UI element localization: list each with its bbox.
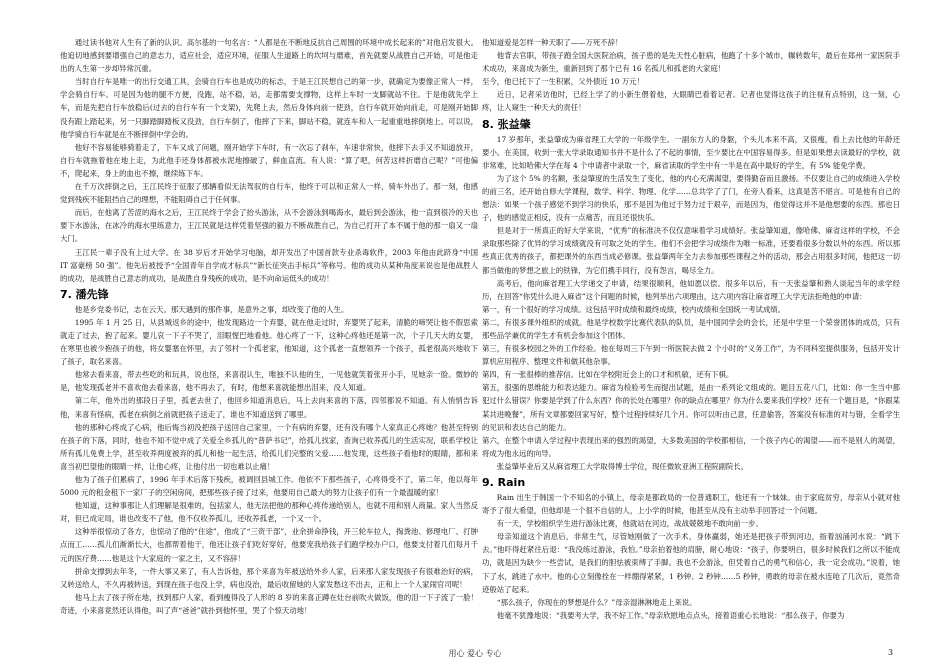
paragraph: 母亲知道这个消息后，非常生气，尽管她刚做了一次手术，身体赢弱，她还是把孩子带到河边，指着汹涌河水说：“跳下去。”他吓得赶紧往后退：“我没练过游泳，我怕。”母亲拍着他的肩膀，耐心地说：“孩子，你要明白，很多时候我们之所以不能成功，就是因为缺少一些尝试，是我们的胆怯被束缚了手脚。我也不会游泳，但凭着自己的勇气和信心，我一定会成功。”说着，她下了水，跳进了水中。他的心立刻像拴在一样绷得紧紧，1 秒钟、2 秒钟……5 秒钟，勇敢的母亲在被水连呛了几次后，竟然奇迹般站了起来。 bbox=[482, 532, 900, 594]
paragraph: 而后，在他离了苦涩的海水之后，王江民终于学会了抬头游泳，从不会游泳到喝海水，最后到会游泳，他一直到很冷的天也要下水游泳，在冰冷的海水里练意力，王江民就是这样凭着坚强的毅力不断战胜自己，为自己打开了本不属于他的那一扇又一扇大门。 bbox=[60, 208, 478, 244]
list-item: 第四，有一张很棒的推荐信。比如在学校附近会上的口才和机敏，还有下棋。 bbox=[482, 370, 734, 380]
list-item: 第五，很强的思维能力和表达能力。麻省为检验考生而提出试题，是由一系列论文组成的。题目五花八门，比如：你一生当中都犯过什么错误？你要是学到了什么东西？你的长处在哪里？你的缺点在哪里？你为什么要来我们学校？还有一个题目是，“你跟某某共进晚餐”，所有文章都要回家写好，整个过程持续好几个月。你可以听由己意，任意偷答，答案没有标准的对与错，全看学生的见识和表达自己的能力。 bbox=[482, 383, 900, 432]
paragraph: 他知道，这种事那让人们理解是很难的，包括家人，他无法把他的那种心疼传递给别人，也就不用和别人商量。家人当然反对，但已成定局，谁也改变不了他，他不仅收养孤儿，还收养孤老，一个又一个。 bbox=[60, 501, 478, 524]
list-item: 第三，有很多校园之外的工作经验。他在每周三下午到一所医院去做 2 个小时的“义务工作”，为不同科室提供服务，包括开发计算机应用程序、整理文件和做其他杂事。 bbox=[482, 344, 900, 367]
paragraph: “那么孩子，你现在的梦想是什么？”母亲湿淋淋地走上来说。 bbox=[496, 597, 697, 607]
list-item: 第二，有很多课外组织的成就。他是学校数学比赛代表队的队员，是中国同学会的会长，还是中学里一个荣誉团体的成员，只有那些品学兼优的学生才有机会参加这个团体。 bbox=[482, 317, 900, 340]
paragraph: 近日，记者采访他时，已经上学了的小新生偎着他，大眼睛巴看着记者。记者也觉得这孩子的注视有点特别，这一刻，心疼，让人窥生一种天大的责任！ bbox=[482, 90, 900, 113]
page-footer: 用心 爱心 专心 bbox=[448, 649, 502, 658]
left-column bbox=[60, 36, 478, 617]
paragraph: 至今，他已托下了一生积累，父外债近 10 万元！ bbox=[482, 77, 644, 87]
paragraph: 他是乡党委书记，志在云天。那天遇到的那件事，是意外之事，却改变了他的人生。 bbox=[74, 304, 349, 314]
paragraph: 这种举很惊动了各方，也惊动了他的“住途”，他成了“三资干部”，业余拼命挣钱，开三轮车拉人，掏粪池、修理电厂、打肿点而工……孤儿们渐渐长大，也都帮着他干，他还让孩子们吃好穿好，他要宠我给孩子们跑学校办户口，他要支付着几们每月千元的医疗费……他是这个大家庭的一家之主，又不容辞！ bbox=[60, 527, 478, 563]
paragraph: 王江民一辈子没有上过大学。在 38 岁后才开始学习电脑，却开发出了中国首款专业杀毒软件，2003 年他由此跻身“中国 IT 富豪榜 50 强”。他先后被授予“全国青年自学成才标兵”“新长征突击手标兵”等称号。他的成功从某种角度来说也是他战胜人的成功，是战胜自己意志的成功，是战胜自身残疾的成功，是不向命运低头的成功！ bbox=[60, 247, 478, 283]
paragraph: 但是对于一所真正的好大学来说，“优秀”的标准决不仅仅意味着学习成绩好。张益肇知道，像哈佛、麻省这样的学校，不会录取那些除了优异的学习成绩就没有可取之处的学生。他们不会把学习成绩作为唯一标准，还要看很多分数以外的东西。所以那些真正优秀的孩子，都把课外的东西当成必修课。张益肇两年全力去参加那些课程之外的活动，那会占用很多时间，他把这一切都当做他的梦想之旅上的铁锋，为它们携手同行，没有怨言，喝尽全力。 bbox=[482, 226, 900, 275]
paragraph: 他背去官职，带孩子跑全国大医院治病，孩子患的是先天性心脏病，他跑了十多个城市，辗转数年，最后在郑州一家医院手术成功，来喜成为新生，重新回到了那个已有 16 名孤儿和孤老的大家庭！ bbox=[482, 51, 900, 74]
paragraph: 第二年，他外出的那段日子里，孤老去世了，他回乡知道消息后，马上去向来喜的下落，四邻都说不知道。有人悄悄告诉他，来喜有怪病，孤老在病倒之前就把孩子送走了，谁也不知道送到了哪里。 bbox=[60, 396, 478, 419]
paragraph: 当时自行车是唯一的出行交通工具，会骑自行车也是成功的标志，于是王江民想自己的第一步，就确定为要像正常人一样，学会骑自行车。可是因为他的腿不方便，没跑，站不稳，站，走都需要支撑物，这样上车时一支脚就站不住。于是他就先学上车，而是先把自行车放稳后(过去的自行车有一个支架)，先爬上去，然后身体向前一使劲，自行车就开始向前走，可是刚开始脚没有跟上踏起来，另一只脚踏脚踏板又没劲，自行车倒了，他摔了下来，脚站不稳，就连车和人一起重重地摔倒地上。可以说，他学骑自行车就是在不断摔倒中学会的。 bbox=[60, 77, 478, 139]
paragraph: 张益肇毕业后又从麻省理工大学取得博士学位，现任微软亚洲工程院副院长。 bbox=[496, 461, 749, 471]
paragraph: 他常去看来喜，带去些吃的和玩具，说也怪，来喜很认生，唯独不认他的生，一见他就笑着张开小手，见她亲一脸。微妙的是，他发现孤老并不喜欢他去看来喜，他不再去了，有时，他想来喜就能想出泪来，没人知道。 bbox=[60, 370, 478, 393]
paragraph: 拼命支撑到去年冬，一件大事又来了，有人告诉他，那个来喜为年被送给外乡人家，后来那人家发现孩子有很难治好的病，又转送给人，不久再被转送，到现在孩子也没上学，病也没治，最后收留她的人家发愁这不出去，正和上一个人家闹官司呢！ bbox=[60, 566, 478, 589]
paragraph: 在千万次摔倒之后，王江民终于征服了那辆看似无法驾驭的自行车，他终于可以和正常人一样，骑车外出了。那一刻，他感觉到残疾不能阻挡自己的理想，不能阻碍自己于任何事。 bbox=[60, 182, 478, 205]
list-item: 第六，在整个申请入学过程中表现出来的强烈的渴望，大多数美国的学校都相信，一个孩子内心的渴望——而不是别人的渴望，将成为他永远的向导。 bbox=[482, 435, 900, 458]
list-item: 第一，有一个很好的学习成绩。这包括平时成绩和最终成绩，校内成绩和全国统一考试成绩。 bbox=[482, 304, 786, 314]
page-number: 3 bbox=[888, 648, 894, 657]
paragraph: 他为了孩子们累病了，1996 年手术后落下残疾，被调回县城工作。他依不下那些孩子，心疼得受不了，第二年，他以每年 5000 元的租金租下一家厂子的空闲房间，把那些孩子接了过来，他要用自己最大的努力让孩子们有一个最温暖的家！ bbox=[60, 475, 478, 498]
paragraph: 1995 年 1 月 25 日，从县城返乡的途中，他发现路边一个弃婴，就在他走过时，弃婴哭了起来，清脆的啼哭让他不假思索就走了过去，抱了起来。婴儿哀一下子不哭了，泪眼惺巴地看他。他心疼了一下，这种心疼他还是第一次，个子几天大的女婴，在寒里也被少抱孩子的他，将女婴塞在怀里，去了邻村一个孤老家，他知道，这个孤老一直想领养一个孩子，孤老很高兴地收下了孩子，取名来喜。 bbox=[60, 317, 478, 367]
section-heading-9: 9. Rain bbox=[482, 476, 526, 489]
section-heading-8: 8. 张益肇 bbox=[482, 117, 531, 131]
paragraph: 他好不容易能够骑着走了，下车又成了问题，刚开始学下车时，有一次忘了刹车，车速非常快，他摔下去手又不知道放开，自行车就拖着他在地上走，为此他手还身体都被水泥地擦破了，鲜血直流。有人说：“算了吧，何苦这样折磨自己呢？”可他偏不，爬起来，身上的血也不擦，继续练下车。 bbox=[60, 142, 478, 178]
paragraph: 他知道爱是怎样一种天职了——万死不辞！ bbox=[482, 38, 623, 47]
paragraph: 17 岁那年，张益肇成为麻省理工大学的一年级学生。一副东方人的身躯，个头儿本来不高，又很瘦，看上去比他的年龄还要小。在美国，收到一张大学录取通知书并不是什么了不起的事情，至少要比在中国容易得多。但是如果想去读最好的学校，就非常难，比如哈佛大学在每 4 个申请者中录取一个，麻省读取的学生中有一半是在高中最好的学生，有 5% 能免学费。 bbox=[482, 134, 900, 170]
right-column bbox=[482, 36, 900, 622]
paragraph: 他马上去了孩子所在地，找到那户人家，看到瘦得没了人形的 8 岁的来喜正蹲在灶台前吹火做饭，他的泪一下子流了一脸！奇迹，小来喜竟然还认得他，叫了声“爸爸”就扑到他怀里，哭了个惊天动地！ bbox=[60, 592, 478, 615]
paragraph: 有一天，学校组织学生进行游泳比赛，他就站在河边，战战兢兢地不敢向前一步。 bbox=[496, 519, 763, 529]
section-heading-7: 7. 潘先锋 bbox=[60, 287, 109, 301]
paragraph: 他毫不犹豫地说：“我要考大学，我不好工作。”母亲欣慰地点点头，接着语重心长地说：“那么孩子，你要为 bbox=[496, 610, 845, 620]
paragraph: 他的那种心疼成了心病，他后悔当初没把孩子送回自己家里，一个有病的弃婴，还有没有哪个人家真正心疼她？他甚至特别在孩子的下落，同时，他也不知不觉中成了关爱全乡孤儿的“普萨书记”，给孤儿找家，查询已收养孤儿的生活实况，联系学校让所有孤儿免费上学，甚至收养两度被弃的孤儿和他一起生活，给孤儿们完整的父爱……他发现，这些孩子看他时的眼睛，都和来喜当初巴望他的眼睛一样，让他心疼，让他付出一切也难以止痛！ bbox=[60, 422, 478, 471]
paragraph: Rain 出生于韩国一个不知名的小镇上，母亲是都政局的一位普通职工，他还有一个妹妹。由于家庭贫穷，母亲从小就对他寄予了很大希望，但他却是一个很不自信的人，上小学的时候，他甚至从没有主动举手回答过一个问题。 bbox=[482, 493, 900, 516]
paragraph: 高考后，他向麻省理工大学递交了申请，结果很顺利，他如愿以偿。很多年以后，有一天张益肇和熟人谈起当年的求学经历，在回答“你凭什么进入麻省”这个问题的时候，他列举出六项理由，这六项内容让麻省理工大学无法拒绝他的申请： bbox=[482, 278, 900, 301]
paragraph: 通过读书他对人生有了新的认识。高尔基的一句名言：“人都是在不断地反抗自己周围的环境中成长起来的”对他启发很大。他追切地感到要增强自己的意志力，适应社会，适应环境，征服人生道路上的坎坷与磨难，首先就要从战胜自己开始，可是他走出的人生第一步却异常沉重。 bbox=[60, 38, 478, 74]
paragraph: 为了这个 5% 的名额，张益肇度的生活发生了变化，他的内心充满渴望，要得勤奋而且激扬。不仅要让自己的成绩进入学校的前三名，还开始自修大学课程，数学、科学、物理、化学……总共学了了门，在旁人看来，这真是苦不堪言。可是他有自己的想法：如果一个孩子感觉不到学习的快乐，那不是因为他过于努力过于艰辛，而是因为，他觉得这并不是他想要的东西。那也日子，他的感觉正相反，没有一点痛苦，而且还很快乐。 bbox=[482, 173, 900, 223]
